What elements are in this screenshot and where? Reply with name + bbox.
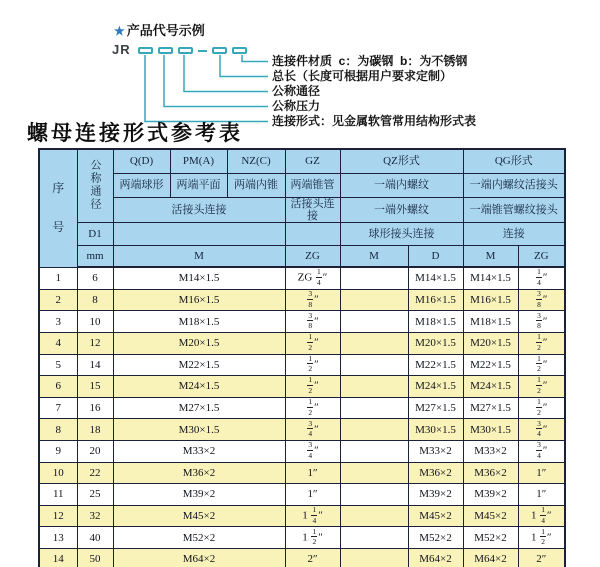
cell-qg-m: M27×1.5: [463, 397, 518, 419]
cell-qz-d: M20×1.5: [408, 332, 463, 354]
cell-qz-d: M18×1.5: [408, 311, 463, 333]
header-qd-desc: 两端球形: [113, 174, 170, 198]
cell-qg-zg: $\frac{1}{4}$ ″: [518, 267, 565, 289]
cell-qg-zg: 1 $\frac{1}{4}$ ″: [518, 505, 565, 527]
fraction: $\frac{1}{2}$: [537, 354, 541, 374]
cell-gz-zg: $\frac{3}{8}$ ″: [285, 289, 340, 311]
header-nzc-desc: 两端内锥: [227, 174, 285, 198]
header-qz-d: D: [408, 246, 463, 268]
header-pma: PM(A): [170, 149, 227, 174]
cell-dn: 50: [77, 548, 113, 567]
cell-seq: 4: [39, 332, 77, 354]
header-qd: Q(D): [113, 149, 170, 174]
table-row: [39, 462, 565, 484]
cell-gz-zg: $\frac{1}{2}$ ″: [285, 354, 340, 376]
header-dn: [77, 149, 113, 223]
cell-qg-m: M24×1.5: [463, 376, 518, 398]
table-row: [39, 505, 565, 527]
table-row: [39, 289, 565, 311]
cell-seq: 8: [39, 419, 77, 441]
header-seq: [39, 149, 77, 267]
cell-m: M39×2: [113, 484, 285, 506]
table-row: [39, 548, 565, 567]
cell-gz-zg: $\frac{1}{2}$ ″: [285, 332, 340, 354]
cell-gz-zg: 1 $\frac{1}{4}$ ″: [285, 505, 340, 527]
header-gz-union-connect: 活接头连接: [285, 198, 340, 223]
code-box-1: [138, 47, 153, 54]
header-qg-desc1: 一端内螺纹活接头: [463, 174, 565, 198]
fraction: $\frac{1}{4}$: [537, 267, 541, 287]
cell-qz-d: M36×2: [408, 462, 463, 484]
code-box-4: [212, 47, 227, 54]
nut-connection-table: [38, 148, 566, 567]
fraction: $\frac{3}{4}$: [308, 418, 313, 439]
header-pma-desc: 两端平面: [170, 174, 227, 198]
header-d1-spacer: [113, 223, 285, 246]
cell-dn: 16: [77, 397, 113, 419]
cell-qz-m: [340, 332, 408, 354]
cell-dn: 40: [77, 527, 113, 549]
header-qg-connect: 连接: [463, 223, 565, 246]
cell-m: M16×1.5: [113, 289, 285, 311]
cell-qz-m: [340, 376, 408, 398]
header-gz: GZ: [285, 149, 340, 174]
cell-seq: 2: [39, 289, 77, 311]
cell-m: M18×1.5: [113, 311, 285, 333]
cell-gz-zg: ZG $\frac{1}{4}$ ″: [285, 267, 340, 289]
cell-qz-d: M64×2: [408, 548, 463, 567]
cell-seq: 3: [39, 311, 77, 333]
cell-qg-zg: 1 $\frac{1}{2}$ ″: [518, 527, 565, 549]
fraction: $\frac{1}{2}$: [537, 397, 541, 417]
table-body: [39, 267, 565, 567]
cell-qz-m: [340, 505, 408, 527]
header-gz-spacer: [285, 223, 340, 246]
cell-m: M22×1.5: [113, 354, 285, 376]
cell-qg-zg: $\frac{3}{8}$ ″: [518, 289, 565, 311]
cell-qg-m: M14×1.5: [463, 267, 518, 289]
cell-qz-m: [340, 289, 408, 311]
fraction: $\frac{1}{2}$: [308, 375, 313, 395]
header-seq-char2: 号: [52, 220, 65, 235]
cell-qg-m: M33×2: [463, 440, 518, 462]
cell-seq: 10: [39, 462, 77, 484]
header-seq-char1: 序: [52, 181, 65, 196]
fraction: $\frac{3}{8}$: [308, 289, 313, 309]
cell-seq: 6: [39, 376, 77, 398]
header-m-span: M: [113, 246, 285, 268]
table-row: [39, 376, 565, 398]
table-row: [39, 354, 565, 376]
cell-gz-zg: 2″: [285, 548, 340, 567]
cell-m: M45×2: [113, 505, 285, 527]
cell-m: M52×2: [113, 527, 285, 549]
cell-qg-m: M18×1.5: [463, 311, 518, 333]
cell-seq: 9: [39, 440, 77, 462]
cell-qz-m: [340, 311, 408, 333]
fraction: $\frac{1}{2}$: [308, 332, 313, 352]
cell-qz-d: M24×1.5: [408, 376, 463, 398]
fraction: $\frac{1}{2}$: [312, 526, 317, 547]
cell-qz-d: M45×2: [408, 505, 463, 527]
table-header: [39, 149, 565, 267]
cell-seq: 1: [39, 267, 77, 289]
header-nzc: NZ(C): [227, 149, 285, 174]
cell-seq: 7: [39, 397, 77, 419]
cell-qz-d: M52×2: [408, 527, 463, 549]
cell-qg-zg: $\frac{1}{2}$ ″: [518, 397, 565, 419]
header-unit-mm: mm: [77, 246, 113, 268]
cell-gz-zg: 1″: [285, 462, 340, 484]
product-code-heading-text: 产品代号示例: [126, 23, 205, 38]
table-row: [39, 484, 565, 506]
cell-qg-zg: $\frac{3}{4}$ ″: [518, 440, 565, 462]
cell-dn: 14: [77, 354, 113, 376]
cell-qz-d: M16×1.5: [408, 289, 463, 311]
table-row: [39, 332, 565, 354]
cell-dn: 8: [77, 289, 113, 311]
cell-qg-m: M30×1.5: [463, 419, 518, 441]
cell-gz-zg: $\frac{1}{2}$ ″: [285, 376, 340, 398]
cell-dn: 20: [77, 440, 113, 462]
cell-qz-d: M39×2: [408, 484, 463, 506]
fraction: $\frac{1}{2}$: [541, 526, 545, 547]
cell-gz-zg: 1 $\frac{1}{2}$ ″: [285, 527, 340, 549]
page-title: 螺母连接形式参考表: [27, 121, 243, 145]
cell-qz-d: M33×2: [408, 440, 463, 462]
callout-label-pressure: 公称压力: [272, 99, 321, 113]
cell-qz-m: [340, 397, 408, 419]
cell-qg-m: M20×1.5: [463, 332, 518, 354]
fraction: $\frac{3}{4}$: [537, 440, 541, 460]
header-qz-form: QZ形式: [340, 149, 463, 174]
fraction: $\frac{3}{8}$: [537, 310, 541, 331]
cell-qg-zg: $\frac{3}{8}$ ″: [518, 311, 565, 333]
cell-seq: 11: [39, 484, 77, 506]
callout-label-diameter: 公称通径: [272, 84, 321, 98]
cell-m: M33×2: [113, 440, 285, 462]
table-row: [39, 419, 565, 441]
cell-qg-zg: $\frac{1}{2}$ ″: [518, 376, 565, 398]
header-gz-desc: 两端锥管: [285, 174, 340, 198]
cell-qg-zg: $\frac{1}{2}$ ″: [518, 332, 565, 354]
cell-dn: 18: [77, 419, 113, 441]
callout-label-connection: 连接形式：见金属软管常用结构形式表: [272, 114, 477, 128]
cell-seq: 5: [39, 354, 77, 376]
header-qg-zg: ZG: [518, 246, 565, 268]
code-box-2: [158, 47, 173, 54]
code-dash: [198, 50, 207, 52]
header-qg-desc2: 一端锥管螺纹接头: [463, 198, 565, 223]
header-qz-m: M: [340, 246, 408, 268]
cell-qz-m: [340, 527, 408, 549]
cell-m: M64×2: [113, 548, 285, 567]
cell-gz-zg: 1″: [285, 484, 340, 506]
fraction: $\frac{1}{2}$: [308, 397, 313, 417]
fraction: $\frac{3}{8}$: [537, 289, 541, 309]
code-box-3: [178, 47, 193, 54]
cell-m: M24×1.5: [113, 376, 285, 398]
callout-label-material: 连接件材质 c：为碳钢 b：为不锈钢: [272, 54, 468, 68]
header-union-connect: 活接头连接: [113, 198, 285, 223]
cell-m: M14×1.5: [113, 267, 285, 289]
cell-m: M27×1.5: [113, 397, 285, 419]
header-gz-zg: ZG: [285, 246, 340, 268]
table-row: [39, 527, 565, 549]
cell-dn: 15: [77, 376, 113, 398]
cell-qg-zg: $\frac{3}{4}$ ″: [518, 419, 565, 441]
fraction: $\frac{3}{4}$: [308, 440, 313, 460]
table-row: [39, 440, 565, 462]
table-row: [39, 267, 565, 289]
table-row: [39, 311, 565, 333]
fraction: $\frac{1}{2}$: [308, 354, 313, 374]
fraction: $\frac{1}{4}$: [317, 267, 321, 287]
cell-gz-zg: $\frac{3}{8}$ ″: [285, 311, 340, 333]
cell-gz-zg: $\frac{3}{4}$ ″: [285, 440, 340, 462]
fraction: $\frac{1}{4}$: [541, 505, 545, 525]
cell-qz-m: [340, 548, 408, 567]
cell-qz-m: [340, 440, 408, 462]
fraction: $\frac{1}{2}$: [537, 332, 541, 352]
cell-qg-zg: 2″: [518, 548, 565, 567]
cell-qz-m: [340, 354, 408, 376]
cell-qg-m: M16×1.5: [463, 289, 518, 311]
cell-m: M36×2: [113, 462, 285, 484]
header-d1: D1: [77, 223, 113, 246]
cell-seq: 13: [39, 527, 77, 549]
header-qg-m: M: [463, 246, 518, 268]
table-row: [39, 397, 565, 419]
cell-qz-m: [340, 462, 408, 484]
header-qz-desc1: 一端内螺纹: [340, 174, 463, 198]
cell-qg-zg: $\frac{1}{2}$ ″: [518, 354, 565, 376]
cell-seq: 12: [39, 505, 77, 527]
header-qz-ball-connect: 球形接头连接: [340, 223, 463, 246]
callout-label-length: 总长（长度可根据用户要求定制）: [272, 69, 453, 83]
cell-qg-zg: 1″: [518, 484, 565, 506]
cell-qz-d: M30×1.5: [408, 419, 463, 441]
fraction: $\frac{1}{2}$: [537, 375, 541, 395]
fraction: $\frac{3}{8}$: [308, 310, 313, 331]
cell-gz-zg: $\frac{3}{4}$ ″: [285, 419, 340, 441]
cell-qz-d: M14×1.5: [408, 267, 463, 289]
cell-dn: 12: [77, 332, 113, 354]
fraction: $\frac{3}{4}$: [537, 418, 541, 439]
code-prefix: JR: [112, 42, 131, 57]
cell-qz-d: M22×1.5: [408, 354, 463, 376]
cell-qg-m: M52×2: [463, 527, 518, 549]
cell-m: M30×1.5: [113, 419, 285, 441]
cell-qg-m: M64×2: [463, 548, 518, 567]
cell-qg-m: M36×2: [463, 462, 518, 484]
cell-dn: 22: [77, 462, 113, 484]
cell-qg-m: M39×2: [463, 484, 518, 506]
product-code-heading: [114, 20, 205, 39]
cell-seq: 14: [39, 548, 77, 567]
cell-qz-m: [340, 267, 408, 289]
cell-gz-zg: $\frac{1}{2}$ ″: [285, 397, 340, 419]
cell-dn: 6: [77, 267, 113, 289]
cell-qz-m: [340, 419, 408, 441]
cell-dn: 10: [77, 311, 113, 333]
cell-qg-zg: 1″: [518, 462, 565, 484]
cell-dn: 25: [77, 484, 113, 506]
cell-qz-d: M27×1.5: [408, 397, 463, 419]
cell-qz-m: [340, 484, 408, 506]
header-qz-desc2: 一端外螺纹: [340, 198, 463, 223]
cell-m: M20×1.5: [113, 332, 285, 354]
cell-qg-m: M22×1.5: [463, 354, 518, 376]
fraction: $\frac{1}{4}$: [312, 505, 317, 525]
star-icon: ★: [114, 24, 125, 38]
header-dn-text: 公称通径: [89, 158, 102, 211]
code-box-5: [232, 47, 247, 54]
cell-qg-m: M45×2: [463, 505, 518, 527]
code-boxes: [138, 46, 247, 55]
header-qg-form: QG形式: [463, 149, 565, 174]
cell-dn: 32: [77, 505, 113, 527]
